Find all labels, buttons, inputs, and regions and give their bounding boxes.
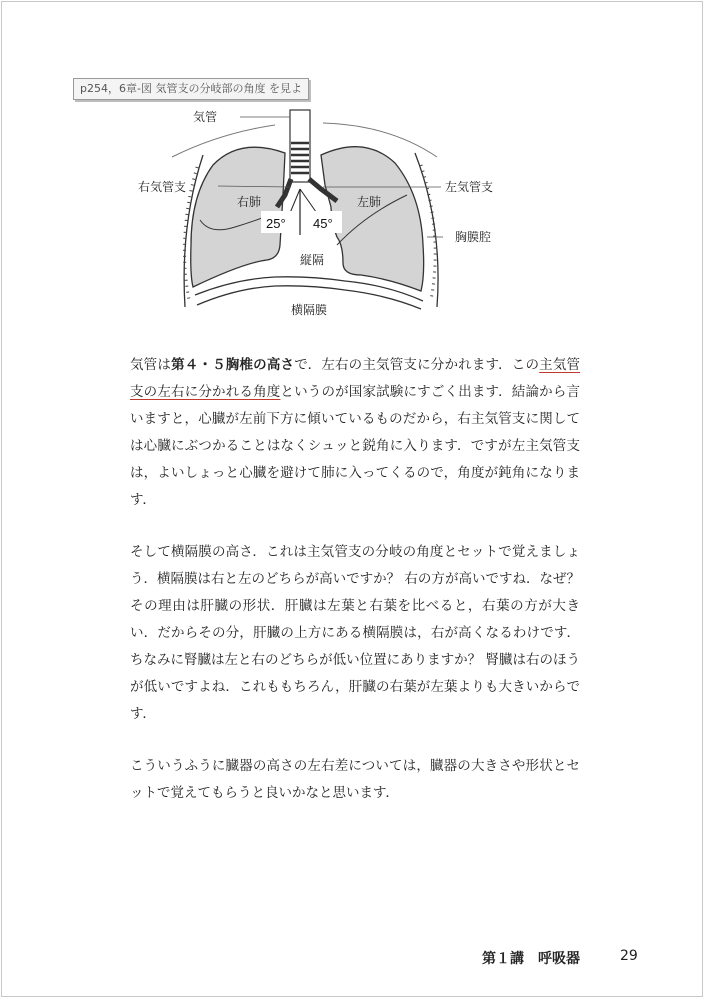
- lung-diagram: [125, 95, 525, 325]
- paragraph: [130, 753, 580, 807]
- text-segment: 第４・５胸椎の高さ: [171, 357, 295, 373]
- text-segment: で．左右の主気管支に分かれます．この: [294, 357, 540, 373]
- page-number: 29: [620, 948, 638, 964]
- paragraph: [130, 352, 580, 514]
- paragraph: [130, 539, 580, 728]
- text-segment: こういうふうに臓器の高さの左右差については，臓器の大きさや形状とセットで覚えてもらうと良いかなと思います．: [130, 758, 580, 801]
- text-segment: というのが国家試験にすごく出ます．結論から言いますと，心臓が左前下方に傾いているものだから，右主気管支に関しては心臓にぶつかることはなくシュッと鋭角に入ります．ですが左主気管支は，よいしょっと心臓を避けて肺に入ってくるので，角度が鈍角になります．: [130, 384, 581, 508]
- left-angle-value: 45°: [313, 216, 333, 231]
- figure-reference-label: p254，6章-図 気管支の分岐部の角度 を見よ: [73, 78, 309, 100]
- left-bronchus-label: 左気管支: [445, 180, 494, 194]
- diaphragm-label: 横隔膜: [291, 303, 328, 317]
- text-segment: 気管は: [130, 357, 172, 373]
- text-segment: そして横隔膜の高さ．これは主気管支の分岐の角度とセットで覚えましょう．横隔膜は右と左のどちらが高いですか？ 右の方が高いですね．なぜ？ その理由は肝臓の形状．肝臓は左葉と右葉を比べると，右葉の方が大きい．だからその分，肝臓の上方にある横隔膜は，右が高くなるわけです．ちなみに腎臓は左と右のどちらが低い位置にありますか？ 腎臓は右のほうが低いですよね．これももちろん，肝臓の右葉が左葉よりも大きいからです．: [130, 544, 580, 722]
- left-lung-label: 左肺: [357, 195, 382, 209]
- right-bronchus-label: 右気管支: [138, 180, 187, 194]
- trachea-label: 気管: [193, 110, 218, 124]
- body-text: [130, 352, 580, 832]
- trachea-tube: [290, 110, 310, 182]
- right-angle-value: 25°: [266, 216, 286, 231]
- text-segment: 主気管支の左右に分かれる角度: [130, 357, 581, 400]
- mediastinum-label: 縦隔: [300, 253, 325, 267]
- right-lung-label: 右肺: [237, 195, 262, 209]
- footer-chapter-title: 第１講 呼吸器: [482, 951, 580, 967]
- pleural-cavity-label: 胸膜腔: [455, 230, 492, 244]
- bronchus-figure: [125, 95, 525, 325]
